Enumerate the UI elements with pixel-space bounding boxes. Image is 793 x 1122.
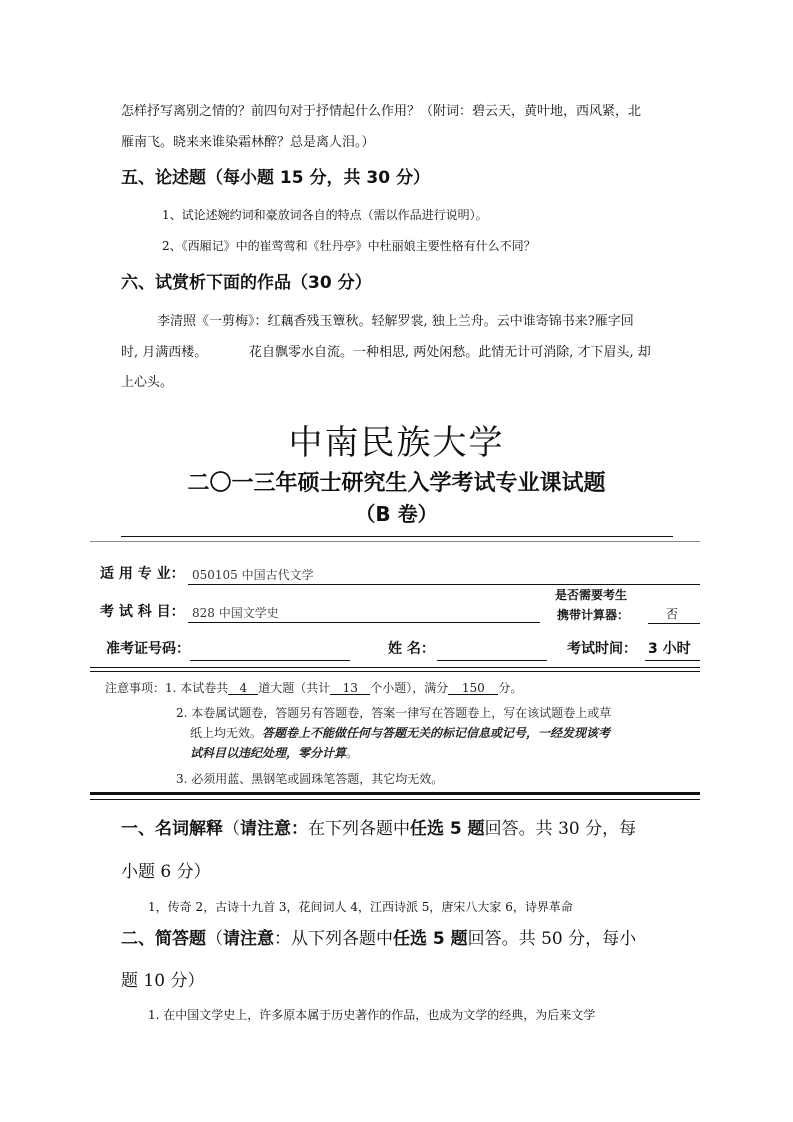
text: 回答。共 50 分，每小 (467, 929, 637, 949)
section2-title (121, 931, 636, 948)
major-value: 050105 中国古代文学 (192, 568, 314, 582)
exam-subtitle: 二〇一三年硕士研究生入学考试专业课试题 (187, 471, 606, 496)
note1-text-c: 个小题），满分 (370, 681, 449, 695)
paper-version: （B 卷） (355, 502, 438, 526)
note1-text: 1. 本试卷共 (165, 681, 229, 695)
note-3: 3. 必须用蓝、黑钢笔或圆珠笔答题，其它均无效。 (176, 772, 444, 786)
university-name: 中南民族大学 (288, 423, 505, 463)
admission-id-field[interactable] (190, 660, 350, 661)
notes-line-1 (105, 682, 522, 695)
title-rule-2 (90, 541, 700, 542)
subject-value: 828 中国文学史 (192, 606, 279, 620)
calculator-label-1: 是否需要考生 (555, 588, 628, 602)
notes-label: 注意事项： (105, 681, 166, 695)
small-question-count: 13 (330, 682, 370, 695)
notice-label: 请注意 (223, 929, 274, 949)
text: ：从下列各题中 (274, 929, 393, 949)
section6-title: 六、试赏析下面的作品（30 分） (121, 273, 372, 293)
poem-line-2b: 花自飘零水自流。一种相思, 两处闲愁。此情无计可消除, 才下眉头, 却 (249, 345, 651, 360)
text: 回答。共 30 分，每 (484, 819, 637, 839)
section5-title: 五、论述题（每小题 15 分，共 30 分） (121, 168, 430, 188)
time-label: 考试时间： (567, 641, 637, 657)
section2-title-cont: 题 10 分） (121, 971, 205, 991)
prev-question-line-2: 雁南飞。晓来来谁染霜林醉？总是离人泪。） (121, 135, 375, 150)
section1-title-cont: 小题 6 分） (121, 862, 211, 882)
subject-label: 考 试 科 目： (100, 604, 185, 620)
note2-warning: 答题卷上不能做任何与答题无关的标记信息或记号，一经发现该考 (262, 726, 611, 740)
paren: （ (206, 929, 223, 949)
name-field[interactable] (437, 660, 547, 661)
note1-text-b: 道大题（共计 (258, 681, 331, 695)
calculator-value: 否 (666, 607, 679, 621)
note-2-line-1: 2. 本卷属试题卷，答题另有答题卷，答案一律写在答题卷上，写在该试题卷上或草 (176, 706, 612, 720)
paren: （ (223, 819, 240, 839)
poem-line-2a: 时, 月满西楼。 (121, 345, 208, 360)
section5-item-2: 2、《西厢记》中的崔莺莺和《牡丹亭》中杜丽娘主要性格有什么不同？ (162, 239, 536, 253)
name-label: 姓 名： (388, 641, 435, 657)
section2-heading: 二、简答题 (121, 929, 206, 949)
calculator-label-2: 携带计算器： (557, 608, 630, 622)
notes-rule-thick (90, 792, 700, 795)
choose-count: 任选 5 题 (410, 819, 485, 839)
poem-line-3: 上心头。 (121, 375, 174, 390)
choose-count: 任选 5 题 (393, 929, 468, 949)
big-question-count: 4 (228, 682, 258, 695)
note2-warning-end: 试科目以违纪处理，零分计算 (190, 746, 347, 760)
notes-rule-thin (90, 799, 700, 800)
info-rule-1 (90, 667, 700, 668)
info-rule-2 (90, 671, 700, 672)
note-2-line-3 (190, 747, 358, 759)
calculator-underline (648, 623, 700, 624)
note2-text: 纸上均无效。 (190, 726, 263, 740)
subject-underline (188, 622, 540, 623)
major-underline (188, 584, 700, 585)
admission-id-label: 准考证号码： (106, 641, 190, 657)
note2-period: 。 (346, 746, 359, 760)
title-rule (121, 536, 673, 537)
note1-text-d: 分。 (498, 681, 523, 695)
section1-title (121, 821, 636, 838)
note-2-line-2 (190, 727, 610, 739)
major-label: 适 用 专 业： (100, 566, 185, 582)
time-underline (645, 660, 700, 661)
text: 在下列各题中 (308, 819, 410, 839)
notice-label: 请注意： (240, 819, 308, 839)
prev-question-line-1: 怎样抒写离别之情的？前四句对于抒情起什么作用？（附词：碧云天，黄叶地，西风紧，北 (121, 104, 642, 119)
section1-items: 1，传奇 2，古诗十九首 3，花间词人 4，江西诗派 5，唐宋八大家 6，诗界革命 (148, 900, 573, 914)
poem-line-1: 李清照《一剪梅》：红藕香残玉簟秋。轻解罗裳, 独上兰舟。云中谁寄锦书来?雁字回 (157, 314, 634, 329)
time-value: 3 小时 (648, 641, 691, 657)
total-score: 150 (448, 682, 498, 695)
section2-question-1: 1. 在中国文学史上，许多原本属于历史著作的作品，也成为文学的经典，为后来文学 (148, 1008, 596, 1022)
section5-item-1: 1、试论述婉约词和豪放词各自的特点（需以作品进行说明）。 (162, 208, 488, 222)
section1-heading: 一、名词解释 (121, 819, 223, 839)
